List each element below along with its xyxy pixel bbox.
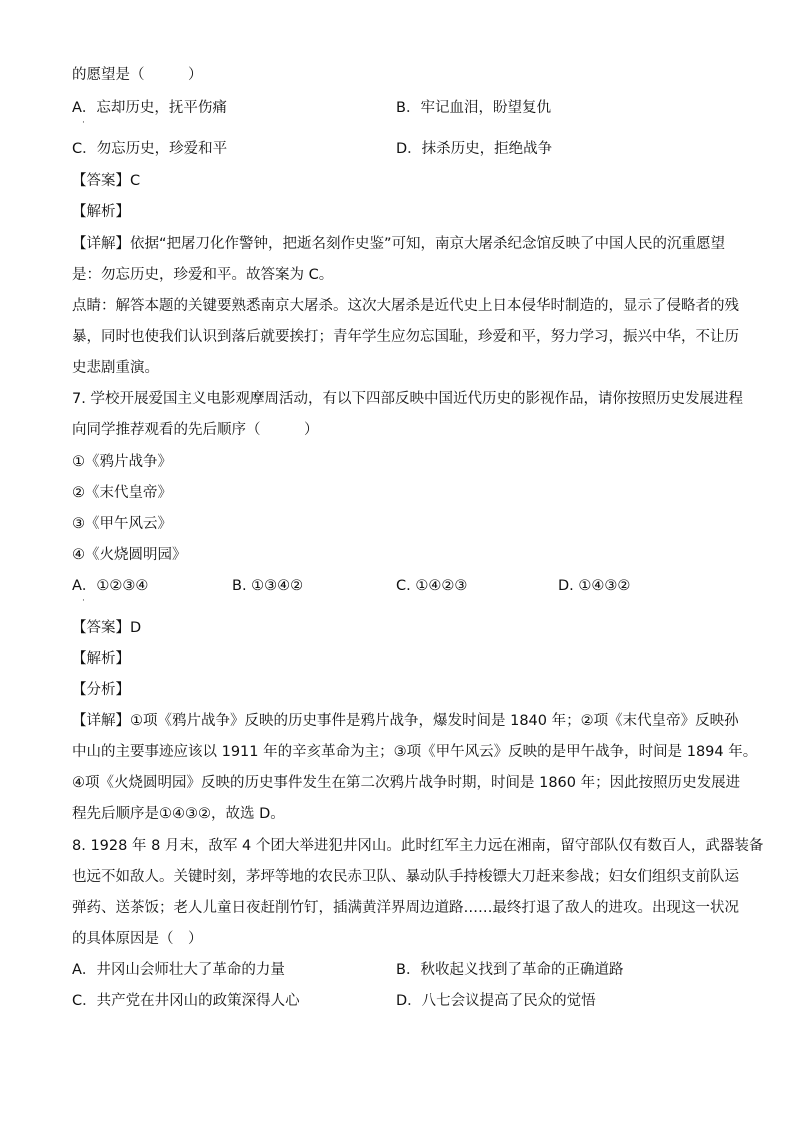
q8-option-c: C．共产党在井冈山的政策深得人心 [72, 993, 300, 1009]
q7-stem-line-1: 7. 学校开展爱国主义电影观摩周活动，有以下四部反映中国近代历史的影视作品，请你按照历史发展进程 [72, 391, 743, 407]
q6-analysis-label: 【解析】 [72, 204, 130, 220]
q7-option-b: B. ①③④② [232, 578, 304, 594]
q7-detail-line-2: 中山的主要事迹应该以 1911 年的辛亥革命为主；③项《甲午风云》反映的是甲午战争，时间是 1894 年。 [72, 744, 758, 760]
q6-answer: 【答案】C [72, 173, 141, 189]
q6-detail-line-1: 【详解】依据“把屠刀化作警钟，把逝名刻作史鉴”可知，南京大屠杀纪念馆反映了中国人民的沉重愿望 [72, 236, 726, 252]
q7-answer: 【答案】D [72, 620, 142, 636]
q8-option-a: A．井冈山会师壮大了革命的力量 [72, 962, 285, 978]
q7-option-a: A．①②③④ [72, 578, 149, 594]
q6-tip-line-3: 史悲剧重演。 [72, 360, 159, 376]
q8-option-b: B．秋收起义找到了革命的正确道路 [396, 962, 624, 978]
q7-option-c: C. ①④②③ [396, 578, 468, 594]
q6-option-c: C．勿忘历史，珍爱和平 [72, 141, 228, 157]
q8-stem-line-1: 8. 1928 年 8 月末，敌军 4 个团大举进犯井冈山。此时红军主力远在湘南，留守部队仅有数百人，武器装备 [72, 838, 764, 854]
q7-stem-line-2: 向同学推荐观看的先后顺序（ ） [72, 422, 319, 438]
q6-option-b: B．牢记血泪，盼望复仇 [396, 100, 551, 116]
q7-item-4: ④《火烧圆明园》 [72, 547, 187, 563]
q6-tip-line-2: 暴，同时也使我们认识到落后就要挨打；青年学生应勿忘国耻，珍爱和平，努力学习，振兴中华，不让历 [72, 329, 739, 345]
q6-option-d: D．抹杀历史，拒绝战争 [396, 141, 553, 157]
q8-stem-line-4: 的具体原因是（ ） [72, 931, 203, 947]
q7-option-a-dot: · [82, 596, 85, 606]
q7-detail-line-1: 【详解】①项《鸦片战争》反映的历史事件是鸦片战争，爆发时间是 1840 年；②项《末代皇帝》反映孙 [72, 713, 739, 729]
q7-analysis-sub: 【分析】 [72, 682, 130, 698]
q6-tip-line-1: 点睛：解答本题的关键要熟悉南京大屠杀。这次大屠杀是近代史上日本侵华时制造的，显示了侵略者的残 [72, 298, 739, 314]
q7-item-1: ①《鸦片战争》 [72, 454, 172, 470]
q7-detail-line-3: ④项《火烧圆明园》反映的历史事件发生在第二次鸦片战争时期，时间是 1860 年；因此按照历史发展进 [72, 775, 741, 791]
q6-stem-tail: 的愿望是（ ） [72, 67, 203, 83]
q7-item-3: ③《甲午风云》 [72, 516, 172, 532]
q6-detail-line-2: 是：勿忘历史，珍爱和平。故答案为 C。 [72, 267, 334, 283]
q7-option-d: D. ①④③② [558, 578, 631, 594]
q7-detail-line-4: 程先后顺序是①④③②，故选 D。 [72, 806, 285, 822]
q6-option-a-dot: · [82, 118, 85, 128]
q7-analysis-label: 【解析】 [72, 651, 130, 667]
q8-stem-line-2: 也远不如敌人。关键时刻，茅坪等地的农民赤卫队、暴动队手持梭镖大刀赶来参战；妇女们组织支前队运 [72, 869, 739, 885]
q8-stem-line-3: 弹药、送茶饭；老人儿童日夜赶削竹钉，插满黄洋界周边道路……最终打退了敌人的进攻。出现这一状况 [72, 900, 739, 916]
q7-item-2: ②《末代皇帝》 [72, 485, 172, 501]
q6-option-a: A．忘却历史，抚平伤痛 [72, 100, 227, 116]
q8-option-d: D．八七会议提高了民众的觉悟 [396, 993, 596, 1009]
